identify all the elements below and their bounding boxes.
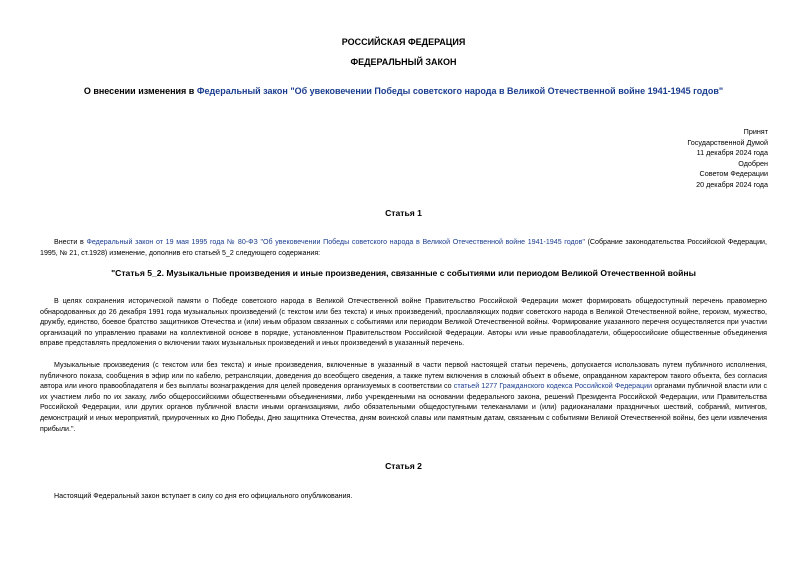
article-1-intro-suffix: (Собрание законодательства Российской Федерации, 1995, № 21, ст.1928) изменение, дополнив его статьей 5_2 следующего содержания: [40, 238, 767, 257]
accepted-line: 20 декабря 2024 года [696, 179, 768, 189]
document-country: РОССИЙСКАЯ ФЕДЕРАЦИЯ [341, 37, 466, 47]
accepted-line: Государственной Думой [687, 137, 768, 147]
accepted-line: Принят [743, 127, 768, 136]
accepted-block [687, 127, 768, 190]
article-5-2-paragraph-2 [40, 360, 767, 434]
document-law-type: ФЕДЕРАЛЬНЫЙ ЗАКОН [350, 57, 457, 67]
accepted-line: Советом Федерации [699, 169, 768, 178]
paragraph-2-suffix: органами публичной власти или с их участием либо по их заказу, либо общероссийскими общественными объединениями, либо учрежденными на основании федерального закона, решений Президента Российской Федерации, или Правительства Российской Федерации, или других органов публичной власти иными организациями, либо обязательными общедоступными телеканалами и (или) радиоканалами праздничных шествий, собраний, митингов, демонстраций и иных мероприятий, приуроченных ко Дню Победы, Дню защитника Отечества, дням воинской славы или памятным датам, связанным с событиями Великой Отечественной войны, без цели извлечения прибыли.". [40, 382, 767, 433]
article-5-2-title: "Статья 5_2. Музыкальные произведения и иные произведения, связанные с событиями или периодом Великой Отечественной войны [111, 268, 696, 278]
article-2-text: Настоящий Федеральный закон вступает в силу со дня его официального опубликования. [54, 492, 353, 500]
article-5-2-paragraph-1: В целях сохранения исторической памяти о Победе советского народа в Великой Отечественной войне Правительство Российской Федерации может формировать общедоступный перечень правомерно обнародованных до 26 декабря 1991 года музыкальных произведений (с текстом или без текста) и иных произведений, прославляющих подвиг советского народа в Великой Отечественной войне, героизм, мужество, дружбу, единство, боевое братство защитников Отечества и (или) иным образом связанных с событиями или периодом Великой Отечественной войны. Формирование указанного перечня осуществляется при участии организаций по управлению правами на коллективной основе в порядке, установленном Правительством Российской Федерации. Авторы или иные правообладатели, общероссийские общественные объединения вправе представлять предложения о включении таких музыкальных произведений и иных произведений в указанный перечень. [40, 297, 767, 348]
article-2-title: Статья 2 [385, 461, 422, 471]
article-1-law-link[interactable]: Федеральный закон от 19 мая 1995 года № 80-ФЗ "Об увековечении Победы советского народа в Великой Отечественной войне 1941-1945 годов" [86, 238, 585, 246]
civil-code-link[interactable]: статьей 1277 Гражданского кодекса Российской Федерации [453, 382, 653, 391]
accepted-line: 11 декабря 2024 года [696, 148, 768, 157]
article-1-title: Статья 1 [385, 208, 422, 218]
document-subtitle [0, 86, 807, 96]
subtitle-prefix: О внесении изменения в [83, 86, 197, 96]
subtitle-law-link[interactable]: Федеральный закон "Об увековечении Победы советского народа в Великой Отечественной войне 1941-1945 годов" [196, 86, 724, 96]
article-1-intro [40, 237, 767, 258]
accepted-line: Одобрен [738, 158, 768, 168]
paragraph-2-prefix: Музыкальные произведения (с текстом или без текста) и иные произведения, включенные в указанный в части первой настоящей статьи перечень, допускается использовать путем публичного исполнения, публичного показа, сообщения в эфир или по кабелю, ретрансляции, доведения до всеобщего сведения, а также путем включения в сложный объект в объеме, оправданном характером такого объекта, без согласия автора или иного правообладателя и без выплаты вознаграждения для целей проведения организуемых в соответствии со [40, 361, 767, 391]
article-1-intro-prefix: Внести в [54, 238, 87, 246]
